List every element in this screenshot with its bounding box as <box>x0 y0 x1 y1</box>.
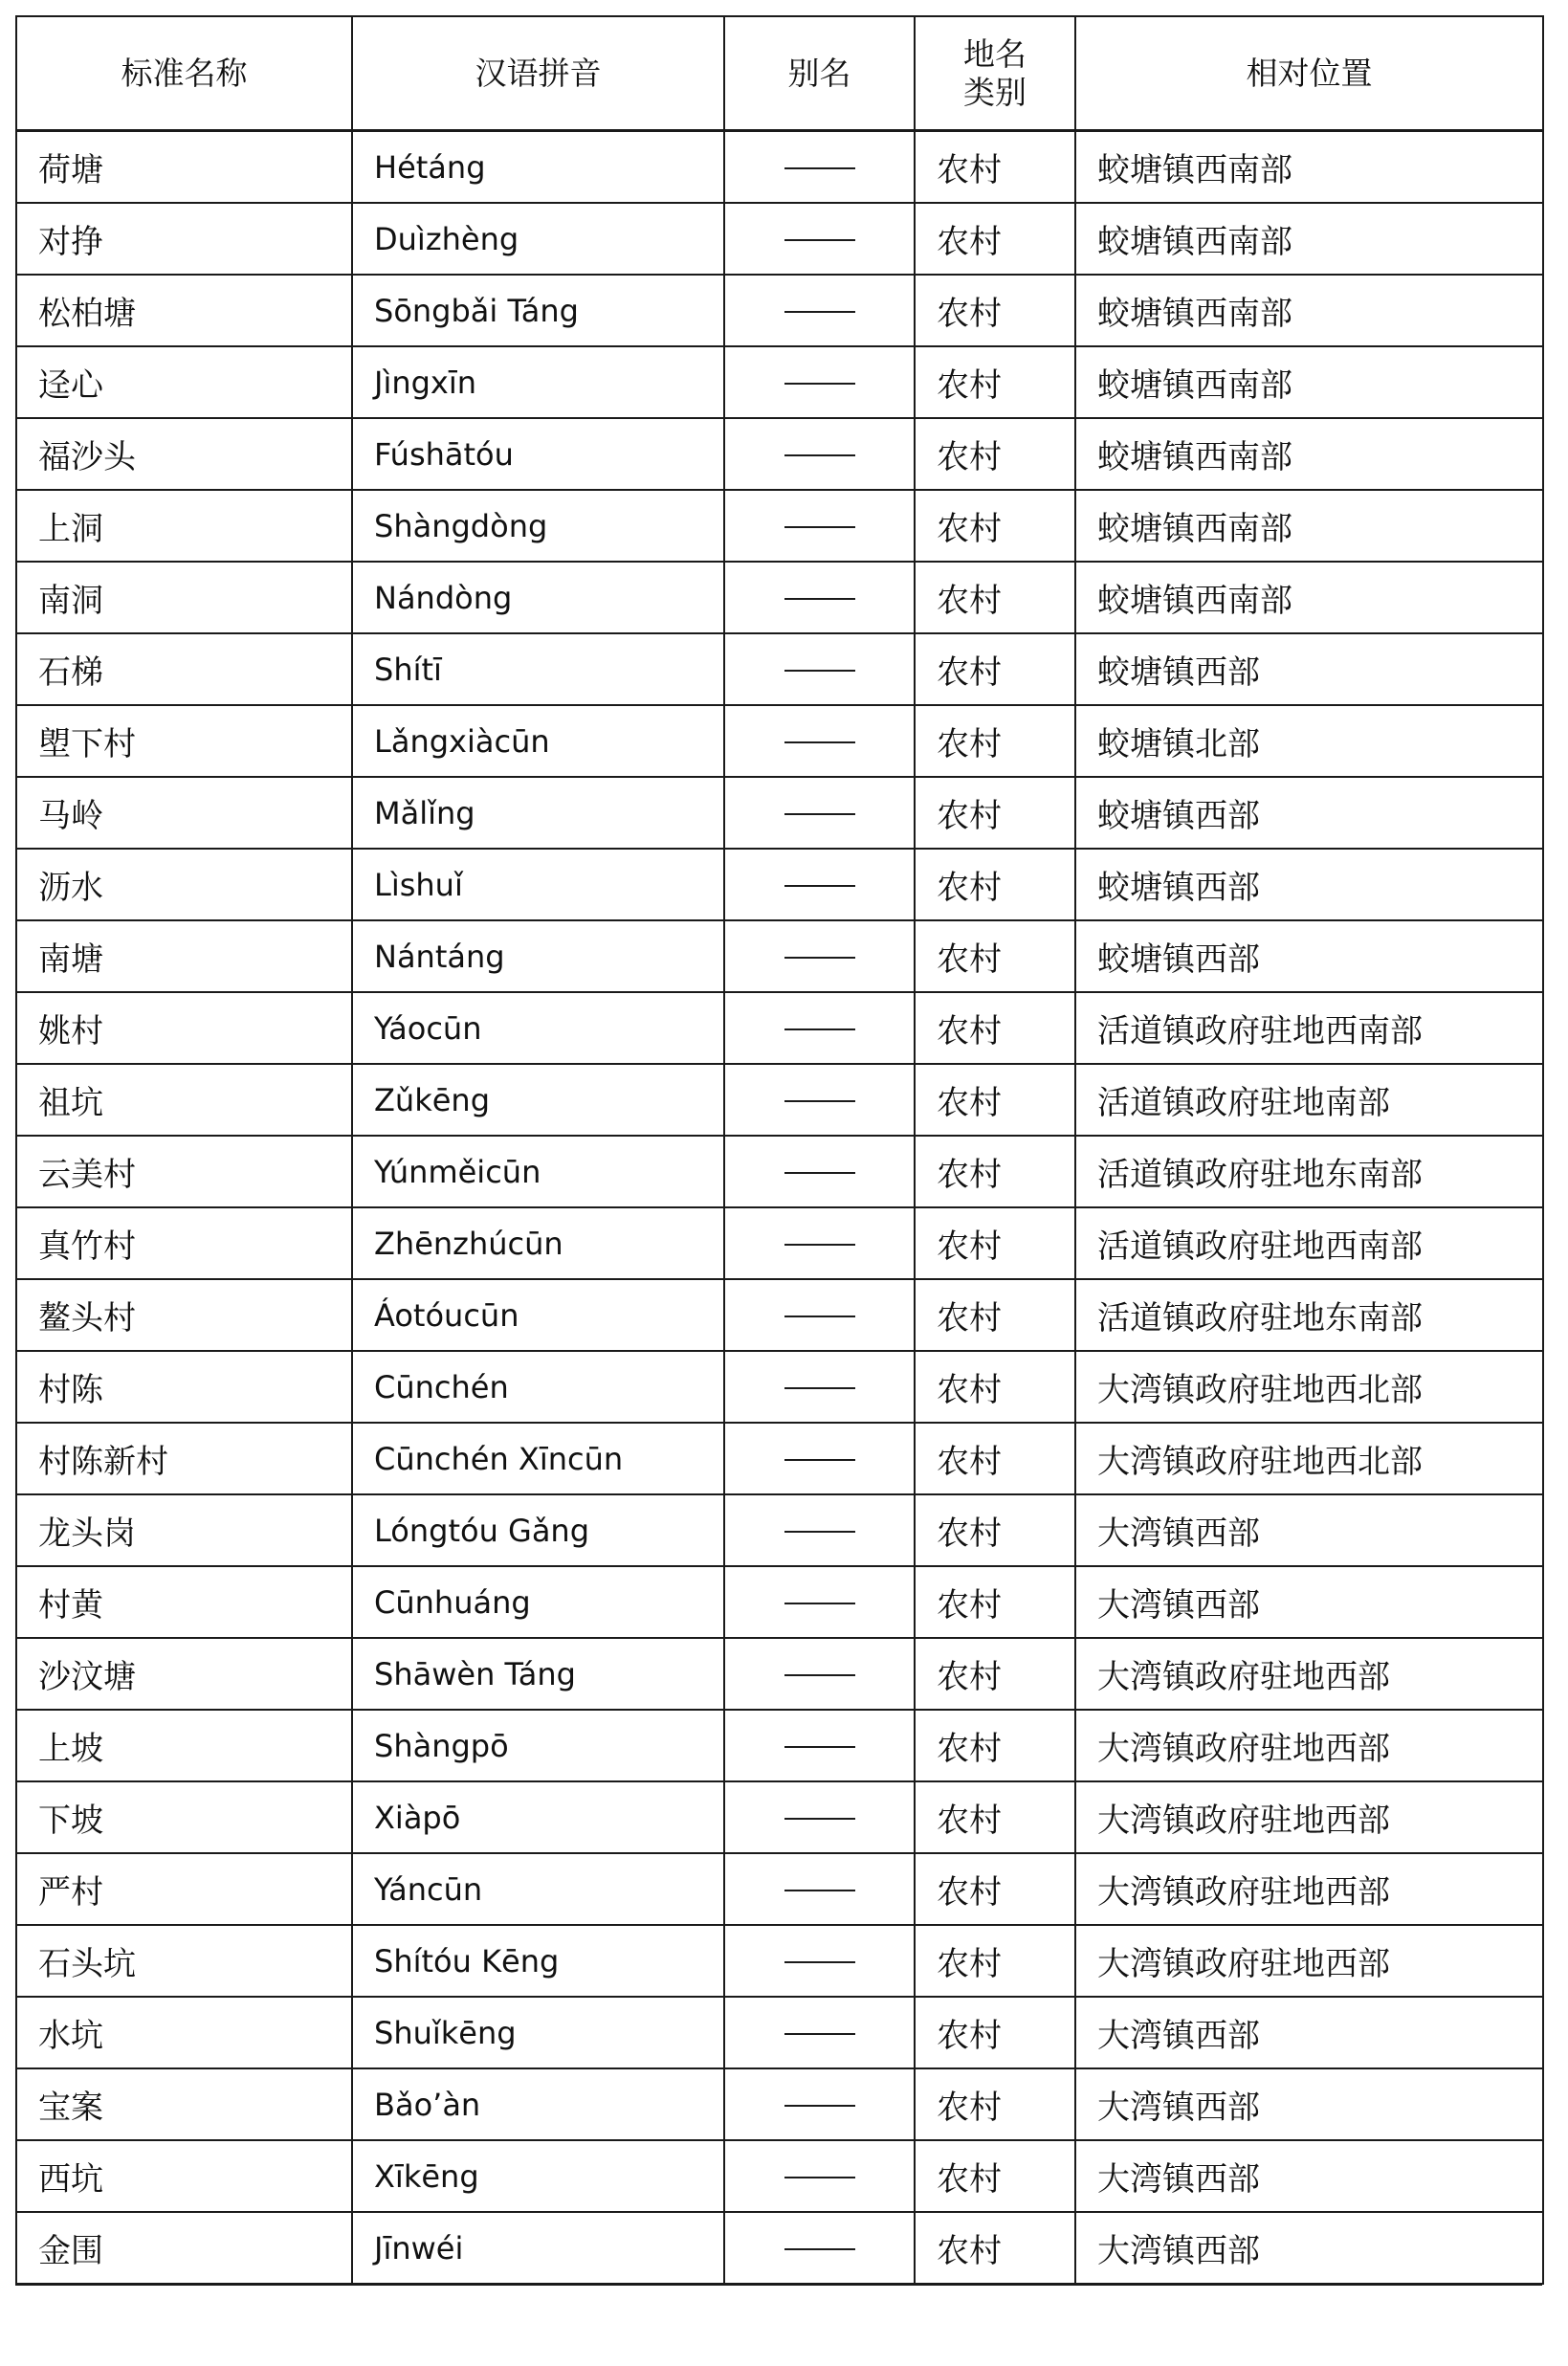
cell-category: 农村 <box>915 1781 1075 1853</box>
table-row <box>16 1207 1543 1279</box>
cell-alias <box>724 1207 915 1279</box>
table-row <box>16 1853 1543 1925</box>
cell-category: 农村 <box>915 1997 1075 2068</box>
cell-category: 农村 <box>915 1566 1075 1638</box>
cell-pinyin: Xiàpō <box>352 1781 724 1853</box>
alias-empty-dash <box>784 454 855 456</box>
cell-relative-position: 活道镇政府驻地东南部 <box>1075 1136 1543 1207</box>
cell-standard-name: 云美村 <box>16 1136 352 1207</box>
cell-category: 农村 <box>915 1710 1075 1781</box>
cell-standard-name: 迳心 <box>16 346 352 418</box>
cell-alias <box>724 2140 915 2212</box>
cell-alias <box>724 992 915 1064</box>
place-name-table <box>15 15 1544 2285</box>
cell-standard-name: 松柏塘 <box>16 275 352 346</box>
cell-standard-name: 石头坑 <box>16 1925 352 1997</box>
cell-standard-name: 水坑 <box>16 1997 352 2068</box>
table-row <box>16 1423 1543 1494</box>
cell-alias <box>724 1064 915 1136</box>
cell-category: 农村 <box>915 1423 1075 1494</box>
cell-alias <box>724 1423 915 1494</box>
table-row <box>16 849 1543 920</box>
cell-alias <box>724 2212 915 2284</box>
cell-category: 农村 <box>915 1064 1075 1136</box>
cell-relative-position: 大湾镇政府驻地西部 <box>1075 1781 1543 1853</box>
cell-pinyin: Fúshātóu <box>352 418 724 490</box>
cell-alias <box>724 1136 915 1207</box>
cell-alias <box>724 490 915 562</box>
header-category-text <box>963 35 1027 112</box>
cell-category: 农村 <box>915 490 1075 562</box>
cell-pinyin: Jìngxīn <box>352 346 724 418</box>
cell-standard-name: 姚村 <box>16 992 352 1064</box>
table-row <box>16 1351 1543 1423</box>
header-category-line1: 地名 <box>963 34 1027 73</box>
cell-alias <box>724 1710 915 1781</box>
cell-category: 农村 <box>915 777 1075 849</box>
alias-empty-dash <box>784 2105 855 2107</box>
cell-alias <box>724 562 915 633</box>
cell-pinyin: Cūnhuáng <box>352 1566 724 1638</box>
cell-relative-position: 活道镇政府驻地南部 <box>1075 1064 1543 1136</box>
cell-relative-position: 蛟塘镇西南部 <box>1075 131 1543 204</box>
alias-empty-dash <box>784 2033 855 2035</box>
cell-category: 农村 <box>915 562 1075 633</box>
cell-pinyin: Sōngbǎi Táng <box>352 275 724 346</box>
alias-empty-dash <box>784 1531 855 1533</box>
table-row <box>16 2068 1543 2140</box>
cell-relative-position: 大湾镇政府驻地西北部 <box>1075 1423 1543 1494</box>
alias-empty-dash <box>784 526 855 528</box>
header-pinyin: 汉语拼音 <box>352 16 724 131</box>
cell-pinyin: Duìzhèng <box>352 203 724 275</box>
table-row <box>16 633 1543 705</box>
cell-alias <box>724 1997 915 2068</box>
header-row <box>16 16 1543 131</box>
alias-empty-dash <box>784 1100 855 1102</box>
cell-relative-position: 活道镇政府驻地西南部 <box>1075 1207 1543 1279</box>
alias-empty-dash <box>784 1172 855 1174</box>
cell-standard-name: 石梯 <box>16 633 352 705</box>
table-row <box>16 1566 1543 1638</box>
cell-category: 农村 <box>915 1351 1075 1423</box>
cell-relative-position: 活道镇政府驻地东南部 <box>1075 1279 1543 1351</box>
cell-relative-position: 蛟塘镇西南部 <box>1075 490 1543 562</box>
header-standard-name: 标准名称 <box>16 16 352 131</box>
alias-empty-dash <box>784 1387 855 1389</box>
cell-relative-position: 大湾镇政府驻地西部 <box>1075 1853 1543 1925</box>
cell-alias <box>724 1279 915 1351</box>
cell-standard-name: 荷塘 <box>16 131 352 204</box>
cell-standard-name: 真竹村 <box>16 1207 352 1279</box>
cell-pinyin: Áotóucūn <box>352 1279 724 1351</box>
table-row <box>16 275 1543 346</box>
cell-category: 农村 <box>915 1638 1075 1710</box>
cell-pinyin: Bǎo’àn <box>352 2068 724 2140</box>
cell-category: 农村 <box>915 1136 1075 1207</box>
cell-category: 农村 <box>915 849 1075 920</box>
cell-alias <box>724 1638 915 1710</box>
cell-category: 农村 <box>915 275 1075 346</box>
cell-pinyin: Shítī <box>352 633 724 705</box>
alias-empty-dash <box>784 1674 855 1676</box>
cell-standard-name: 祖坑 <box>16 1064 352 1136</box>
alias-empty-dash <box>784 813 855 815</box>
cell-pinyin: Yáncūn <box>352 1853 724 1925</box>
cell-standard-name: 下坡 <box>16 1781 352 1853</box>
cell-relative-position: 蛟塘镇西部 <box>1075 849 1543 920</box>
cell-relative-position: 蛟塘镇西部 <box>1075 633 1543 705</box>
cell-category: 农村 <box>915 1925 1075 1997</box>
cell-standard-name: 马岭 <box>16 777 352 849</box>
cell-pinyin: Mǎlǐng <box>352 777 724 849</box>
cell-pinyin: Nándòng <box>352 562 724 633</box>
cell-relative-position: 大湾镇西部 <box>1075 2212 1543 2284</box>
table-row <box>16 1638 1543 1710</box>
cell-relative-position: 大湾镇政府驻地西北部 <box>1075 1351 1543 1423</box>
alias-empty-dash <box>784 1746 855 1748</box>
cell-alias <box>724 131 915 204</box>
cell-pinyin: Nántáng <box>352 920 724 992</box>
cell-relative-position: 蛟塘镇北部 <box>1075 705 1543 777</box>
cell-standard-name: 村陈新村 <box>16 1423 352 1494</box>
cell-category: 农村 <box>915 1494 1075 1566</box>
cell-standard-name: 龙头岗 <box>16 1494 352 1566</box>
cell-relative-position: 大湾镇西部 <box>1075 2140 1543 2212</box>
cell-alias <box>724 203 915 275</box>
cell-pinyin: Zǔkēng <box>352 1064 724 1136</box>
cell-category: 农村 <box>915 992 1075 1064</box>
table-row <box>16 203 1543 275</box>
cell-pinyin: Hétáng <box>352 131 724 204</box>
cell-relative-position: 大湾镇西部 <box>1075 1494 1543 1566</box>
alias-empty-dash <box>784 957 855 959</box>
header-relative-position: 相对位置 <box>1075 16 1543 131</box>
alias-empty-dash <box>784 167 855 169</box>
cell-alias <box>724 1925 915 1997</box>
cell-category: 农村 <box>915 705 1075 777</box>
table-row <box>16 1710 1543 1781</box>
table-row <box>16 1494 1543 1566</box>
cell-relative-position: 大湾镇西部 <box>1075 1997 1543 2068</box>
cell-standard-name: 村陈 <box>16 1351 352 1423</box>
cell-category: 农村 <box>915 203 1075 275</box>
cell-pinyin: Shāwèn Táng <box>352 1638 724 1710</box>
cell-relative-position: 蛟塘镇西南部 <box>1075 275 1543 346</box>
table-row <box>16 920 1543 992</box>
table-row <box>16 2212 1543 2284</box>
cell-pinyin: Jīnwéi <box>352 2212 724 2284</box>
cell-alias <box>724 346 915 418</box>
cell-alias <box>724 275 915 346</box>
cell-alias <box>724 920 915 992</box>
cell-pinyin: Lóngtóu Gǎng <box>352 1494 724 1566</box>
alias-empty-dash <box>784 239 855 241</box>
cell-standard-name: 南洞 <box>16 562 352 633</box>
alias-empty-dash <box>784 1459 855 1461</box>
cell-category: 农村 <box>915 633 1075 705</box>
cell-category: 农村 <box>915 920 1075 992</box>
alias-empty-dash <box>784 1818 855 1820</box>
cell-standard-name: 福沙头 <box>16 418 352 490</box>
cell-standard-name: 塱下村 <box>16 705 352 777</box>
cell-relative-position: 大湾镇政府驻地西部 <box>1075 1710 1543 1781</box>
cell-category: 农村 <box>915 1207 1075 1279</box>
cell-pinyin: Yáocūn <box>352 992 724 1064</box>
cell-relative-position: 蛟塘镇西部 <box>1075 920 1543 992</box>
cell-alias <box>724 705 915 777</box>
cell-category: 农村 <box>915 2140 1075 2212</box>
cell-standard-name: 南塘 <box>16 920 352 992</box>
cell-relative-position: 大湾镇政府驻地西部 <box>1075 1638 1543 1710</box>
table-row <box>16 1136 1543 1207</box>
table-row <box>16 490 1543 562</box>
cell-category: 农村 <box>915 346 1075 418</box>
cell-alias <box>724 849 915 920</box>
header-category <box>915 16 1075 131</box>
alias-empty-dash <box>784 1603 855 1604</box>
cell-standard-name: 对挣 <box>16 203 352 275</box>
cell-category: 农村 <box>915 131 1075 204</box>
table-row <box>16 346 1543 418</box>
alias-empty-dash <box>784 2177 855 2178</box>
table-row <box>16 1279 1543 1351</box>
table-row <box>16 1064 1543 1136</box>
cell-relative-position: 蛟塘镇西南部 <box>1075 346 1543 418</box>
place-name-table-container <box>15 15 1542 2285</box>
cell-category: 农村 <box>915 2212 1075 2284</box>
cell-alias <box>724 1566 915 1638</box>
cell-alias <box>724 418 915 490</box>
cell-standard-name: 宝案 <box>16 2068 352 2140</box>
cell-pinyin: Cūnchén <box>352 1351 724 1423</box>
alias-empty-dash <box>784 1316 855 1317</box>
cell-alias <box>724 1494 915 1566</box>
table-row <box>16 2140 1543 2212</box>
cell-pinyin: Shàngpō <box>352 1710 724 1781</box>
cell-alias <box>724 777 915 849</box>
cell-standard-name: 鳌头村 <box>16 1279 352 1351</box>
cell-relative-position: 大湾镇西部 <box>1075 1566 1543 1638</box>
table-row <box>16 705 1543 777</box>
cell-standard-name: 上洞 <box>16 490 352 562</box>
table-row <box>16 1997 1543 2068</box>
alias-empty-dash <box>784 1028 855 1030</box>
cell-relative-position: 活道镇政府驻地西南部 <box>1075 992 1543 1064</box>
alias-empty-dash <box>784 598 855 600</box>
table-row <box>16 418 1543 490</box>
alias-empty-dash <box>784 2248 855 2250</box>
table-row <box>16 992 1543 1064</box>
cell-standard-name: 上坡 <box>16 1710 352 1781</box>
alias-empty-dash <box>784 1244 855 1246</box>
cell-pinyin: Shuǐkēng <box>352 1997 724 2068</box>
cell-pinyin: Cūnchén Xīncūn <box>352 1423 724 1494</box>
cell-pinyin: Zhēnzhúcūn <box>352 1207 724 1279</box>
cell-category: 农村 <box>915 1279 1075 1351</box>
cell-standard-name: 金围 <box>16 2212 352 2284</box>
cell-relative-position: 大湾镇政府驻地西部 <box>1075 1925 1543 1997</box>
cell-relative-position: 蛟塘镇西南部 <box>1075 203 1543 275</box>
cell-standard-name: 沥水 <box>16 849 352 920</box>
cell-pinyin: Yúnměicūn <box>352 1136 724 1207</box>
cell-standard-name: 村黄 <box>16 1566 352 1638</box>
cell-category: 农村 <box>915 1853 1075 1925</box>
cell-relative-position: 大湾镇西部 <box>1075 2068 1543 2140</box>
cell-category: 农村 <box>915 2068 1075 2140</box>
cell-standard-name: 西坑 <box>16 2140 352 2212</box>
table-row <box>16 131 1543 204</box>
cell-pinyin: Shàngdòng <box>352 490 724 562</box>
cell-alias <box>724 2068 915 2140</box>
table-row <box>16 1925 1543 1997</box>
cell-standard-name: 沙汶塘 <box>16 1638 352 1710</box>
alias-empty-dash <box>784 311 855 313</box>
cell-pinyin: Lìshuǐ <box>352 849 724 920</box>
alias-empty-dash <box>784 1961 855 1963</box>
header-category-line2: 类别 <box>963 73 1027 111</box>
cell-relative-position: 蛟塘镇西南部 <box>1075 418 1543 490</box>
cell-pinyin: Lǎngxiàcūn <box>352 705 724 777</box>
alias-empty-dash <box>784 670 855 672</box>
cell-relative-position: 蛟塘镇西部 <box>1075 777 1543 849</box>
alias-empty-dash <box>784 885 855 887</box>
alias-empty-dash <box>784 741 855 743</box>
alias-empty-dash <box>784 1890 855 1891</box>
header-alias: 别名 <box>724 16 915 131</box>
cell-category: 农村 <box>915 418 1075 490</box>
cell-alias <box>724 1853 915 1925</box>
table-row <box>16 777 1543 849</box>
alias-empty-dash <box>784 383 855 385</box>
cell-standard-name: 严村 <box>16 1853 352 1925</box>
cell-alias <box>724 1351 915 1423</box>
table-body <box>16 131 1543 2285</box>
cell-relative-position: 蛟塘镇西南部 <box>1075 562 1543 633</box>
cell-pinyin: Xīkēng <box>352 2140 724 2212</box>
table-row <box>16 562 1543 633</box>
cell-alias <box>724 633 915 705</box>
cell-alias <box>724 1781 915 1853</box>
cell-pinyin: Shítóu Kēng <box>352 1925 724 1997</box>
table-header <box>16 16 1543 131</box>
table-row <box>16 1781 1543 1853</box>
